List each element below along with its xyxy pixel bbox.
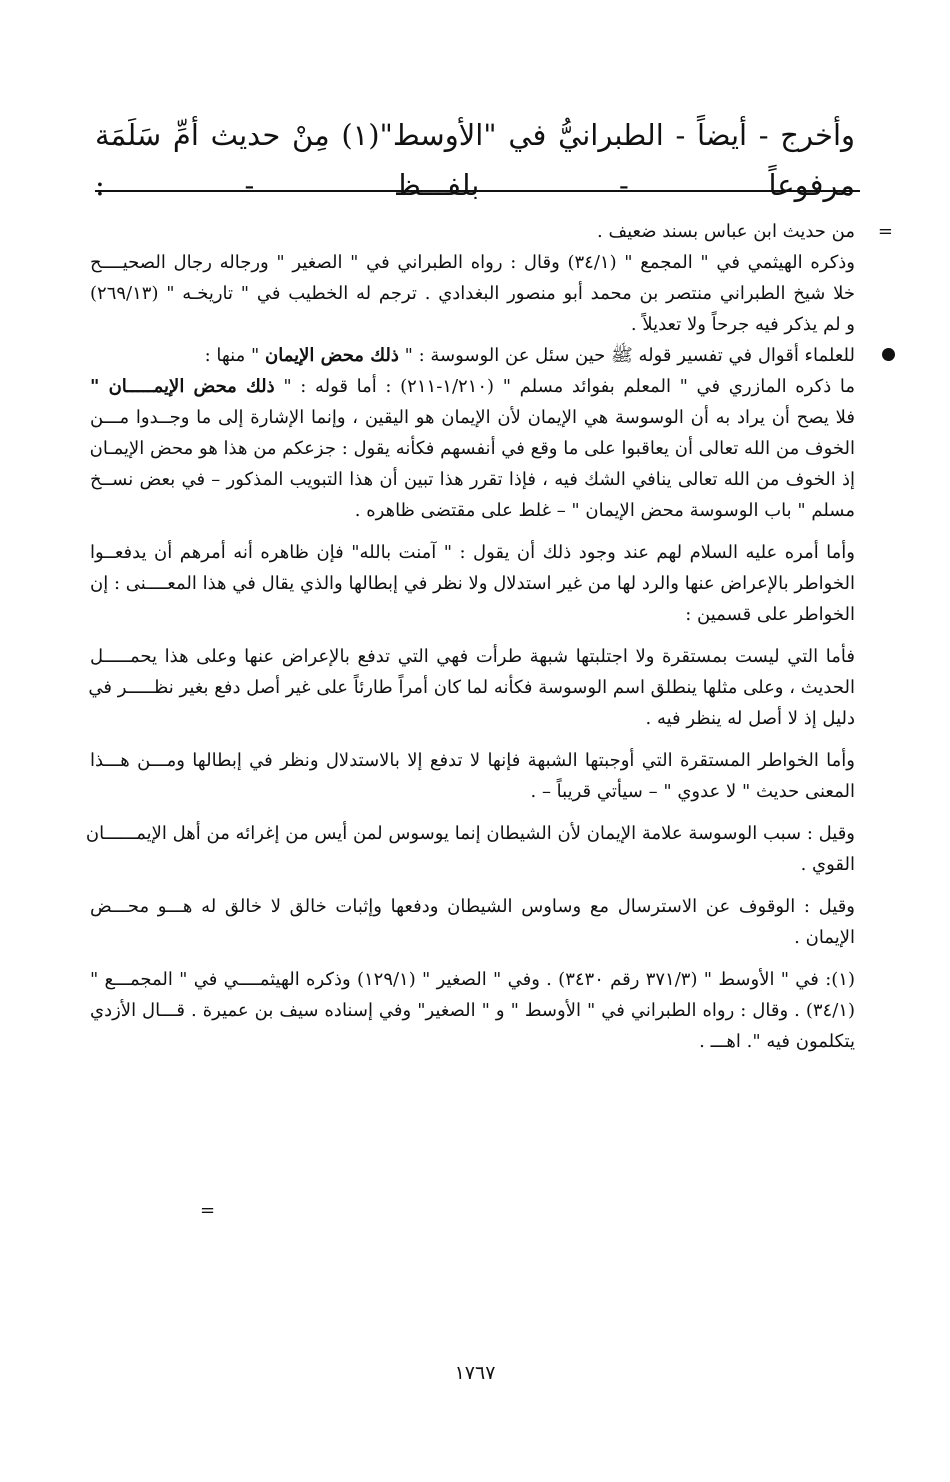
text-line: وأما أمره عليه السلام لهم عند وجود ذلك أن يقول : " آمنت بالله" فإن ظاهره أنه أمرهم أن يدفعــوا	[90, 542, 856, 563]
continuation-mark-end: =	[200, 1200, 216, 1221]
text-line: فأما التي ليست بمستقرة ولا اجتلبتها شبهة طرأت فهي التي تدفع بالإعراض عنها وعلى هذا يحمـــــل	[90, 646, 855, 667]
text-line: المعنى حديث " لا عدوي " – سيأتي قريباً – .	[530, 781, 855, 802]
text-line: القوي .	[800, 854, 855, 875]
text-line: ما ذكره المازري في " المعلم بفوائد مسلم " (١/٢١٠-٢١١) : أما قوله : " ذلك محض الإيمـــــان "	[90, 376, 855, 397]
text-line: الخواطر بالإعراض عنها والرد لها من غير استدلال ولا نظر في إبطالها والذي يقال في هذا المعــــنى : إن	[90, 573, 855, 594]
continuation-line: = من حديث ابن عباس بسند ضعيف .	[90, 216, 855, 247]
text-line: الإيمان .	[794, 927, 855, 948]
continuation-mark: =	[877, 221, 893, 242]
text-line: الخواطر على قسمين :	[685, 604, 855, 625]
text-line: الحديث ، وعلى مثلها ينطلق اسم الوسوسة فكأنه لما كان أمراً طارئاً على غير أصل دفع بغير نظـــــر في	[88, 677, 855, 698]
text-line: (٣٤/١) . وقال : رواه الطبراني في " الأوسط " و " الصغير" وفي إسناده سيف بن عميرة . قـــال الأزدي	[90, 1000, 855, 1021]
bullet-icon	[882, 348, 895, 361]
footnote-body	[85, 216, 893, 1057]
text-line: يتكلمون فيه ". اهـــ .	[699, 1031, 855, 1052]
main-heading: وأخرج - أيضاً - الطبرانيُّ في "الأوسط"(١) مِنْ حديث أمِّ سَلَمَة مرفوعاً - بلفـــظ - :	[95, 118, 856, 202]
text-line: وذكره الهيثمي في " المجمع " (٣٤/١) وقال : رواه الطبراني في " الصغير " ورجاله رجال الصحيــــح	[90, 252, 855, 273]
text-line: الخوف من الله تعالى أن يعاقبوا على ما وقع في أنفسهم فكأنه يقول : جزعكم من هذا هو محض الإيمـان	[89, 438, 855, 459]
text-line: فلا يصح أن يراد به أن الوسوسة هي الإيمان لأن الإيمان هو اليقين ، وإنما الإشارة إلى ما وجــدوا مـــن	[90, 407, 855, 428]
text-line: وقيل : الوقوف عن الاسترسال مع وساوس الشيطان ودفعها وإثبات خالق لا خالق له هـــو محـــض	[90, 896, 855, 917]
text-line: وأما الخواطر المستقرة التي أوجبتها الشبهة فإنها لا تدفع إلا بالاستدلال ونظر في إبطالها ومـــن هـــذا	[90, 750, 855, 771]
text-line: وقيل : سبب الوسوسة علامة الإيمان لأن الشيطان إنما يوسوس لمن أيس من إغرائه من أهل الإيمــــــان	[85, 823, 855, 844]
text-line: مسلم " باب الوسوسة محض الإيمان " – غلط على مقتضى ظاهره .	[354, 500, 855, 521]
footnote-1: (١): في " الأوسط " (٣٧١/٣ رقم ٣٤٣٠) . وفي " الصغير " (١٢٩/١) وذكره الهيثمــــي في " المجمـــع "	[90, 969, 855, 990]
text-line: إذ الخوف من الله تعالى ينافي الشك فيه ، فإذا تقرر هذا تبين أن هذا التبويب المذكور – في بعض نســخ	[90, 469, 855, 490]
text-line: و لم يذكر فيه جرحاً ولا تعديلاً .	[630, 314, 855, 335]
bullet-line: للعلماء أقوال في تفسير قوله ﷺ حين سئل عن الوسوسة : " ذلك محض الإيمان " منها :	[90, 340, 855, 371]
page-number: ١٧٦٧	[454, 1362, 496, 1384]
text-line: دليل إذ لا أصل له ينظر فيه .	[645, 708, 855, 729]
text-line: خلا شيخ الطبراني منتصر بن محمد أبو منصور البغدادي . ترجم له الخطيب في " تاريخـه " (٢٦٩/١٣)	[90, 283, 855, 304]
footnote-separator	[95, 190, 860, 192]
